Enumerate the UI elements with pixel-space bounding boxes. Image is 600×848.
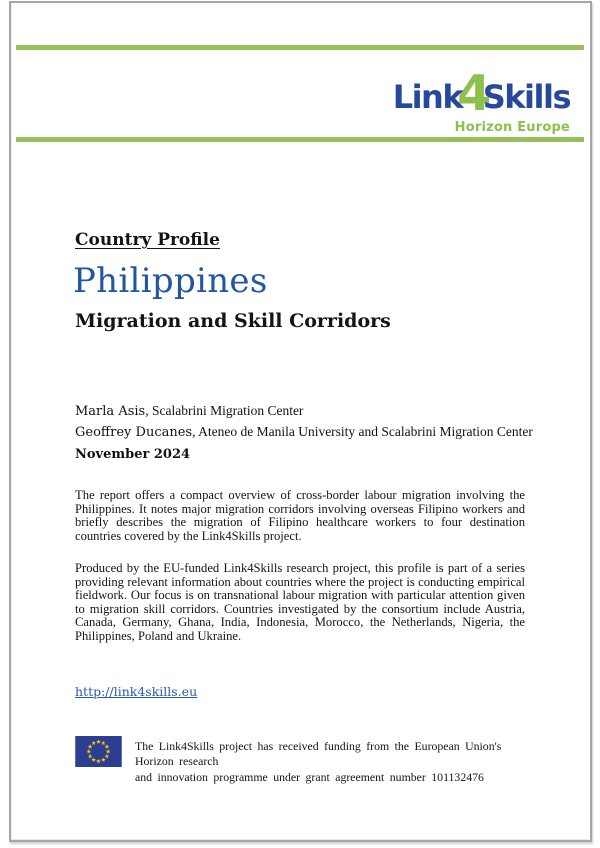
funding-statement-line2: and innovation programme under grant agreement number 101132476	[135, 769, 484, 784]
logo-digit-4: 4	[457, 65, 490, 122]
funding-statement	[135, 736, 529, 785]
byline	[75, 400, 533, 442]
logo-wordmark	[393, 60, 570, 124]
body-paragraph-2: Produced by the EU-funded Link4Skills research project, this profile is part of a series providing relevant information about countries where the project is conducting empirical fieldwork. Our focus is on transnational labour migration with particular attention given to migration skill corridors. Countries investigated by the consortium include Austria, Canada, Germany, Ghana, India, Indonesia, Morocco, the Netherlands, Nigeria, the Philippines, Poland and Ukraine.	[75, 561, 525, 643]
author-name: Geoffrey Ducanes	[75, 425, 193, 441]
logo-tagline: Horizon Europe	[454, 119, 570, 135]
country-profile-heading: Country Profile	[75, 230, 220, 250]
link4skills-logo	[393, 60, 570, 135]
author-affiliation: , Ateneo de Manila University and Scalabrini Migration Center	[192, 424, 533, 440]
author-line	[75, 421, 533, 442]
funding-statement-line1: The Link4Skills project has received funding from the European Union's Horizon research	[135, 739, 502, 769]
logo-word-skills: Skills	[482, 78, 570, 116]
logo-word-link: Link	[392, 78, 463, 116]
funding-footer	[75, 736, 529, 785]
author-affiliation: , Scalabrini Migration Center	[145, 403, 304, 418]
header-rule-bottom	[16, 137, 584, 142]
eu-flag-icon	[75, 736, 122, 767]
page-title: Philippines	[73, 261, 268, 301]
author-line	[75, 400, 533, 421]
publication-date: November 2024	[75, 447, 191, 462]
website-link[interactable]: http://link4skills.eu	[75, 684, 198, 699]
header-rule-top	[16, 45, 584, 50]
author-name: Marla Asis	[75, 404, 146, 419]
page-subtitle: Migration and Skill Corridors	[75, 310, 391, 332]
body-paragraph-1: The report offers a compact overview of cross-border labour migration involving the Philippines. It notes major migration corridors involving overseas Filipino workers and briefly describes the migration of Filipino healthcare workers to four destination countries covered by the Link4Skills project.	[75, 488, 525, 543]
